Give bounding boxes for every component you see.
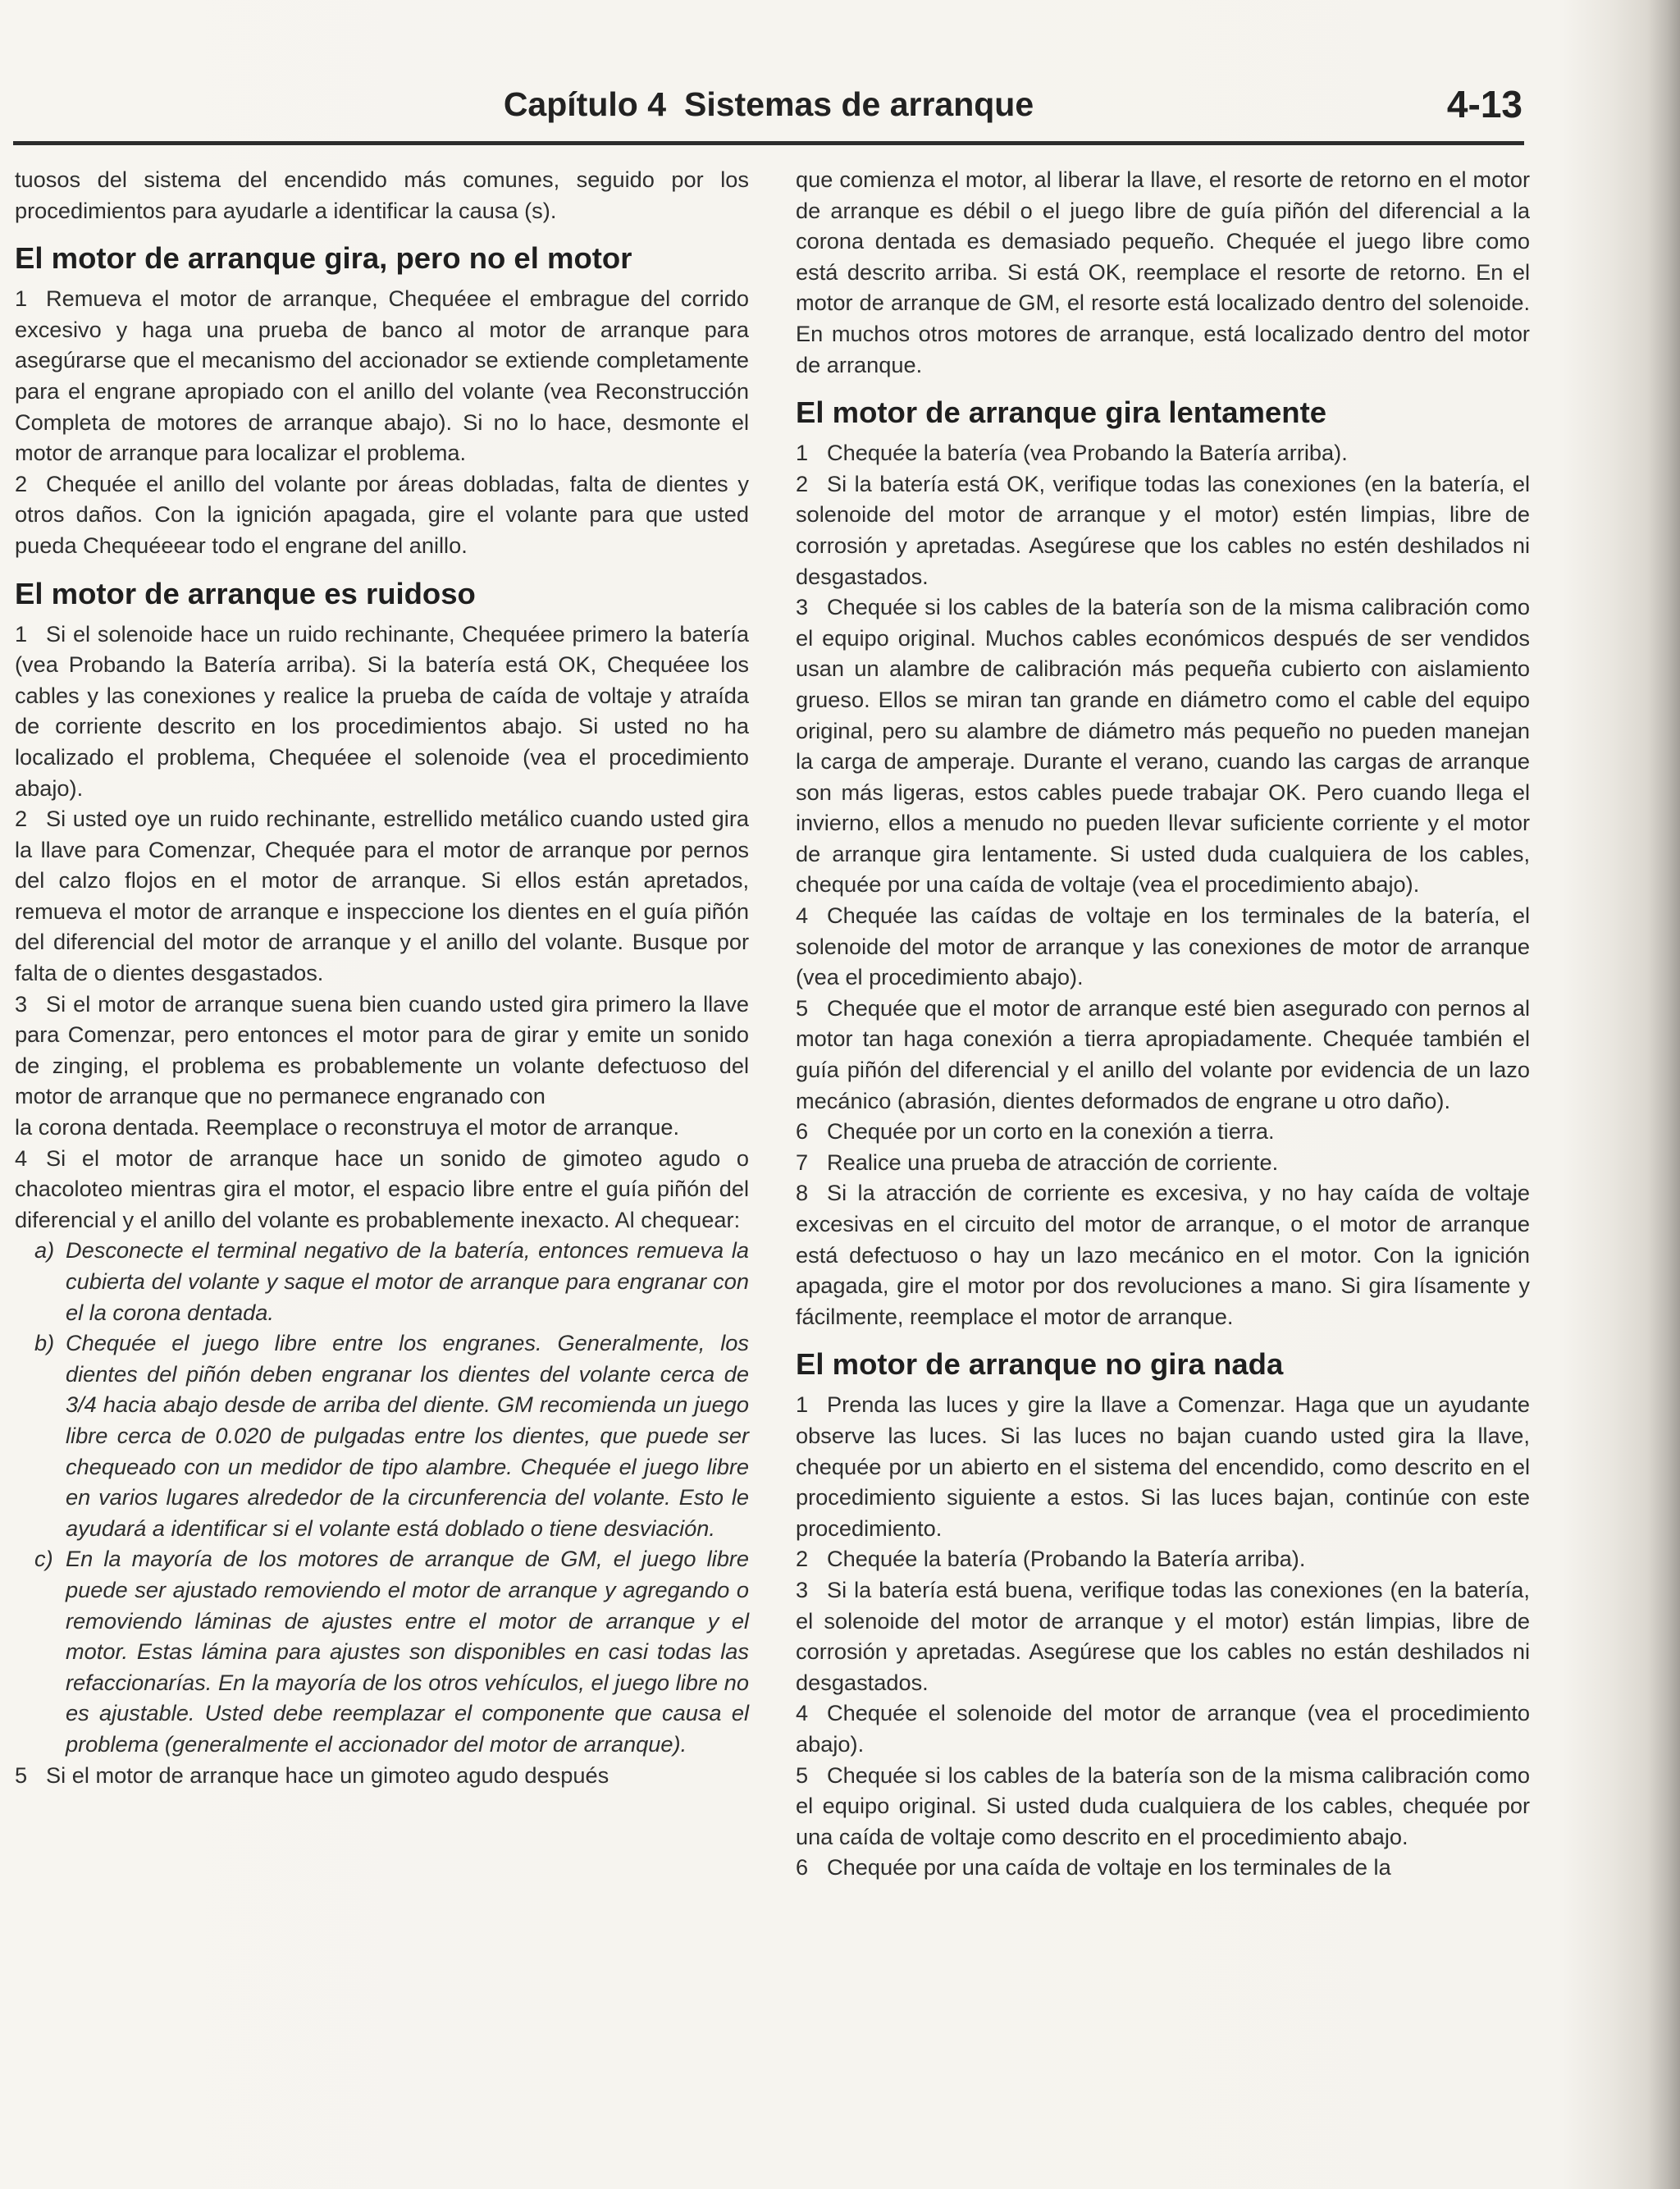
step-number: 6	[796, 1854, 809, 1881]
step-number: 3	[15, 990, 28, 1017]
step-continuation	[15, 1112, 749, 1143]
step-paragraph	[15, 989, 749, 1112]
heading-starter-does-not-turn: El motor de arranque no gira nada	[796, 1347, 1284, 1382]
step-paragraph	[15, 1143, 749, 1236]
step-number: 6	[796, 1118, 809, 1145]
step-number: 4	[796, 1700, 809, 1726]
step-paragraph	[796, 1147, 1530, 1178]
step-paragraph	[796, 1543, 1530, 1574]
substep-text: En la mayoría de los motores de arranque de GM, el juego libre puede ser ajustado removiendo el motor de arranque y agregando o removiendo láminas de ajustes entre el motor de arranque y el motor. Estas lámina para ajustes son disponibles en casi todas las refaccionarías. En la mayoría de los otros vehículos, el juego libre no es ajustable. Usted debe reemplazar el componente que causa el problema (generalmente el accionador del motor de arranque).	[66, 1546, 749, 1757]
step-text: Prenda las luces y gire la llave a Comenzar. Haga que un ayudante observe las luces. Si las luces no bajan cuando usted gira la llave, chequée por un abierto en el sistema del encendido, como descrito en el procedimiento siguiente a estos. Si las luces bajan, continúe con este procedimiento.	[796, 1392, 1530, 1541]
step-paragraph	[15, 1760, 749, 1791]
step-text: la corona dentada. Reemplace o reconstruya el motor de arranque.	[15, 1114, 680, 1140]
step-text: Chequée el solenoide del motor de arranque (vea el procedimiento abajo).	[796, 1700, 1530, 1757]
step-text: Chequée las caídas de voltaje en los terminales de la batería, el solenoide del motor de arranque y las conexiones de motor de arranque (vea el procedimiento abajo).	[796, 903, 1530, 990]
step-paragraph	[796, 468, 1530, 592]
step-number: 1	[796, 1392, 809, 1418]
heading-starter-turns-slowly: El motor de arranque gira lentamente	[796, 395, 1327, 430]
right-column	[796, 164, 1530, 1883]
substep-letter: a)	[34, 1237, 55, 1264]
step-text: Si la atracción de corriente es excesiva, y no hay caída de voltaje excesivas en el circuito del motor de arranque, o el motor de arranque está defectuoso o hay un lazo mecánico en el motor. Con la ignición apagada, gire el motor por dos revoluciones a mano. Si gira lísamente y fácilmente, reemplace el motor de arranque.	[796, 1180, 1530, 1329]
step-text: Si la batería está buena, verifique todas las conexiones (en la batería, el solenoide del motor de arranque y el motor) están limpias, libre de corrosión y apretadas. Asegúrese que los cables no están deshilados ni desgastados.	[796, 1576, 1530, 1695]
step-number: 7	[796, 1149, 809, 1175]
step-text: Si el motor de arranque hace un sonido de gimoteo agudo o chacoloteo mientras gira el motor, el espacio libre entre el guía piñón del diferencial y el anillo del volante es probablemente inexacto. Al chequear:	[15, 1145, 749, 1232]
page-number: 4-13	[1446, 83, 1522, 126]
step-text: Chequée si los cables de la batería son de la misma calibración como el equipo original. Si usted duda cualquiera de los cables, chequée por una caída de voltaje como descrito en el procedimiento abajo.	[796, 1762, 1530, 1849]
left-intro-paragraph: tuosos del sistema del encendido más comunes, seguido por los procedimientos para ayudarle a identificar la causa (s).	[15, 167, 749, 223]
chapter-label: Capítulo 4	[503, 85, 667, 123]
step-paragraph	[15, 468, 749, 561]
substep-text: Desconecte el terminal negativo de la batería, entonces remueva la cubierta del volante y saque el motor de arranque para engranar con el la corona dentada.	[66, 1237, 749, 1325]
step-text: Realice una prueba de atracción de corriente.	[827, 1149, 1279, 1175]
right-intro-paragraph: que comienza el motor, al liberar la llave, el resorte de retorno en el motor de arranque es débil o el juego libre de guía piñón del diferencial a la corona dentada es demasiado pequeño. Chequée el juego libre como está descrito arriba. Si está OK, reemplace el resorte de retorno. En el motor de arranque de GM, el resorte está localizado dentro del solenoide. En muchos otros motores de arranque, está localizado dentro del motor de arranque.	[796, 167, 1530, 377]
step-paragraph	[796, 1389, 1530, 1543]
step-number: 1	[15, 286, 28, 312]
substep-letter: b)	[34, 1330, 55, 1356]
step-text: Chequée que el motor de arranque esté bien asegurado con pernos al motor tan haga conexión a tierra apropiadamente. Chequée también el guía piñón del diferencial y el anillo del volante por evidencia de un lazo mecánico (abrasión, dientes deformados de engrane u otro daño).	[796, 994, 1530, 1113]
step-paragraph	[796, 1852, 1530, 1883]
step-paragraph	[796, 437, 1530, 468]
step-paragraph	[796, 1116, 1530, 1147]
step-number: 2	[796, 470, 809, 496]
step-number: 5	[15, 1762, 28, 1788]
step-paragraph	[15, 803, 749, 989]
page-header	[15, 82, 1522, 131]
step-paragraph	[796, 993, 1530, 1116]
substep	[15, 1328, 749, 1543]
step-text: Si el motor de arranque suena bien cuando usted gira primero la llave para Comenzar, pero entonces el motor para de girar y emite un sonido de zinging, el problema es probablemente un volante defectuoso del motor de arranque que no permanece engranado con	[15, 990, 749, 1109]
step-text: Chequée la batería (vea Probando la Batería arriba).	[827, 440, 1348, 466]
substep-letter: c)	[34, 1546, 53, 1572]
step-paragraph	[796, 1574, 1530, 1698]
step-text: Chequée por un corto en la conexión a tierra.	[827, 1118, 1275, 1145]
step-text: Remueva el motor de arranque, Chequéee el embrague del corrido excesivo y haga una prueba de banco al motor de arranque para asegúrarse que el mecanismo del accionador se extiende completamente para el engrane apropiado con el anillo del volante (vea Reconstrucción Completa de motores de arranque abajo). Si no lo hace, desmonte el motor de arranque para localizar el problema.	[15, 286, 749, 466]
substep	[15, 1235, 749, 1328]
step-number: 5	[796, 994, 809, 1021]
step-number: 8	[796, 1180, 809, 1206]
step-number: 4	[796, 903, 809, 929]
step-text: Si la batería está OK, verifique todas las conexiones (en la batería, el solenoide del motor de arranque y el motor) estén limpias, libre de corrosión y apretadas. Asegúrese que los cables no estén deshilados ni desgastados.	[796, 470, 1530, 589]
substep-text: Chequée el juego libre entre los engranes. Generalmente, los dientes del piñón deben engranar los dientes del volante cerca de 3/4 hacia abajo desde de arriba del diente. GM recomienda un juego libre cerca de 0.020 de pulgadas entre los dientes, que puede ser chequeado con un medidor de tipo alambre. Chequée el juego libre en varios lugares alrededor de la circunferencia del volante. Esto le ayudará a identificar si el volante está doblado o tiene desviación.	[66, 1330, 749, 1541]
step-number: 3	[796, 1576, 809, 1602]
header-rule	[13, 141, 1524, 145]
step-paragraph	[796, 592, 1530, 900]
step-text: Si usted oye un ruido rechinante, estrellido metálico cuando usted gira la llave para Comenzar, Chequée para el motor de arranque por pernos del calzo flojos en el motor de arranque. Si ellos están apretados, remueva el motor de arranque e inspeccione los dientes en el guía piñón del diferencial del motor de arranque y el anillo del volante. Busque por falta de o dientes desgastados.	[15, 806, 749, 986]
step-paragraph	[15, 283, 749, 468]
step-number: 1	[796, 440, 809, 466]
step-number: 2	[796, 1546, 809, 1572]
step-number: 3	[796, 594, 809, 620]
heading-starter-spins-engine-not: El motor de arranque gira, pero no el motor	[15, 241, 632, 276]
step-paragraph	[796, 1760, 1530, 1853]
step-text: Chequée si los cables de la batería son de la misma calibración como el equipo original. Muchos cables económicos después de ser vendidos usan un alambre de calibración más pequeña cubierto con aislamiento grueso. Ellos se miran tan grande en diámetro como el cable del equipo original, pero su alambre de diámetro más pequeño no pueden manejan la carga de amperaje. Durante el verano, cuando las cargas de arranque son más ligeras, estos cables puede trabajar OK. Pero cuando llega el invierno, ellos a menudo no pueden llevar suficiente corriente y el motor de arranque gira lentamente. Si usted duda cualquiera de los cables, chequée por una caída de voltaje (vea el procedimiento abajo).	[796, 594, 1530, 898]
page-edge-shadow	[1647, 0, 1680, 2189]
section-label: Sistemas de arranque	[684, 85, 1034, 123]
step-text: Chequée por una caída de voltaje en los terminales de la	[827, 1854, 1391, 1881]
step-text: Si el solenoide hace un ruido rechinante, Chequéee primero la batería (vea Probando la Batería arriba). Si la batería está OK, Chequéee los cables y las conexiones y realice la prueba de caída de voltaje y atraída de corriente descrito en los procedimientos abajo. Si usted no ha localizado el problema, Chequéee el solenoide (vea el procedimiento abajo).	[15, 620, 749, 801]
step-number: 4	[15, 1145, 28, 1171]
substep	[15, 1543, 749, 1759]
step-text: Chequée la batería (Probando la Batería arriba).	[827, 1546, 1306, 1572]
step-text: Si el motor de arranque hace un gimoteo agudo después	[46, 1762, 609, 1788]
chapter-title	[15, 85, 1522, 124]
step-paragraph	[796, 1177, 1530, 1332]
step-paragraph	[15, 619, 749, 804]
step-paragraph	[796, 900, 1530, 993]
step-paragraph	[796, 1698, 1530, 1759]
step-text: Chequée el anillo del volante por áreas dobladas, falta de dientes y otros daños. Con la ignición apagada, gire el volante para que usted pueda Chequéeear todo el engrane del anillo.	[15, 470, 749, 558]
step-number: 2	[15, 806, 28, 832]
step-number: 2	[15, 470, 28, 496]
heading-starter-noisy: El motor de arranque es ruidoso	[15, 576, 476, 610]
step-number: 1	[15, 620, 28, 647]
left-column	[15, 164, 749, 1790]
step-number: 5	[796, 1762, 809, 1788]
